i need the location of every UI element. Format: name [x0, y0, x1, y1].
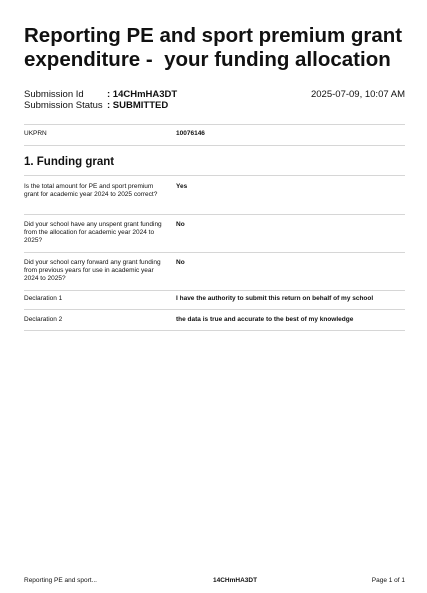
answer-text: the data is true and accurate to the best of my knowledge — [176, 316, 354, 323]
answer-text: No — [176, 221, 185, 228]
question-text: Did your school have any unspent grant funding from the allocation for academic year 2024 to 2025? — [24, 221, 162, 244]
submission-datetime: 2025-07-09, 10:07 AM — [310, 89, 405, 100]
question-text: Declaration 2 — [24, 316, 63, 323]
submission-status-value: : SUBMITTED — [107, 100, 169, 111]
answer-text: No — [176, 259, 185, 266]
ukprn-value: 10076146 — [176, 130, 205, 137]
section-title: 1. Funding grant — [24, 156, 115, 168]
divider — [24, 214, 405, 215]
answer-text: I have the authority to submit this return on behalf of my school — [176, 295, 374, 302]
answer-text: Yes — [176, 183, 188, 190]
question-text: Declaration 1 — [24, 295, 63, 302]
divider — [24, 145, 405, 146]
submission-status-row — [24, 100, 177, 111]
ukprn-label: UKPRN — [24, 130, 47, 137]
footer-title: Reporting PE and sport... — [24, 577, 97, 584]
footer-submission-id: 14CHmHA3DT — [213, 577, 258, 584]
divider — [24, 175, 405, 176]
divider — [24, 330, 405, 331]
submission-id-row — [24, 89, 177, 100]
submission-meta — [24, 89, 177, 111]
question-text: Did your school carry forward any grant funding from previous years for use in academic year 2024 to 2025? — [24, 259, 161, 282]
divider — [24, 252, 405, 253]
question-text: Is the total amount for PE and sport premium grant for academic year 2024 to 2025 correct? — [24, 183, 158, 198]
divider — [24, 290, 405, 291]
page-title: Reporting PE and sport premium grant expenditure - your funding allocation — [24, 24, 408, 71]
footer-page-number: Page 1 of 1 — [371, 577, 405, 584]
divider — [24, 124, 405, 125]
submission-id-value: : 14CHmHA3DT — [107, 89, 178, 100]
divider — [24, 309, 405, 310]
submission-id-label: Submission Id — [24, 89, 84, 100]
submission-status-label: Submission Status — [24, 100, 103, 111]
